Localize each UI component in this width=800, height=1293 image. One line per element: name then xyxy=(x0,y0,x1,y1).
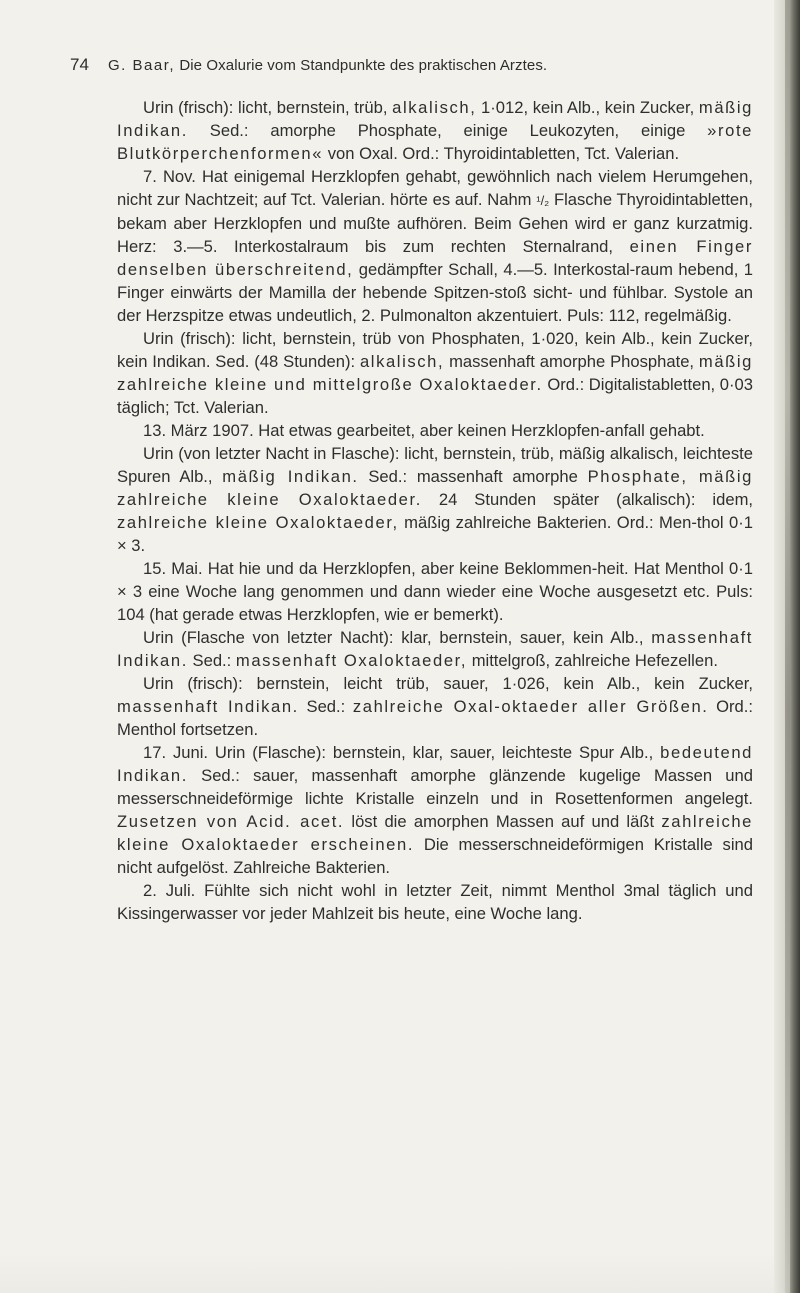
text-run: Urin (frisch): licht, bernstein, trüb von Phosphaten, 1·020, kein Alb., kein Zucker, kein Indikan. Sed. (48 Stunden): xyxy=(117,329,753,371)
paragraph xyxy=(117,879,753,925)
spaced-emphasis: massenhaft Oxaloktaeder, xyxy=(235,651,468,670)
text-run: Urin (von letzter Nacht in Flasche): licht, bernstein, trüb, mäßig alkalisch, leichteste Spuren Alb., xyxy=(117,444,753,486)
page-number: 74 xyxy=(70,55,89,74)
paragraph xyxy=(117,419,753,442)
text-run: löst die amorphen Massen auf und läßt xyxy=(344,812,662,831)
text-run: Urin (frisch): bernstein, leicht trüb, sauer, 1·026, kein Alb., kein Zucker, xyxy=(143,674,753,693)
text-run: Urin (frisch): licht, bernstein, trüb, xyxy=(143,98,393,117)
paragraph xyxy=(117,741,753,879)
paragraph xyxy=(117,96,753,165)
text-run: Sed.: xyxy=(298,697,353,716)
spaced-emphasis: Zusetzen von Acid. acet. xyxy=(117,812,345,831)
paragraph xyxy=(117,672,753,741)
spaced-emphasis: einen Finger denselben überschreitend, xyxy=(117,237,754,279)
fraction: ¹/₂ xyxy=(536,193,550,208)
text-run: Sed.: sauer, massenhaft amorphe glänzende kugelige Massen und messerschneideförmige lichte Kristalle einzeln und in Rosettenformen angelegt. xyxy=(117,766,753,808)
spaced-emphasis: Phosphate, mäßig zahlreiche kleine Oxaloktaeder. xyxy=(117,467,753,509)
spaced-emphasis: mäßig zahlreiche kleine und mittelgroße Oxaloktaeder. xyxy=(117,352,754,394)
spaced-emphasis: massenhaft Indikan. xyxy=(117,697,299,716)
text-run: 24 Stunden später (alkalisch): idem, xyxy=(421,490,754,509)
paragraph xyxy=(117,165,753,327)
text-run: Die messerschneideförmigen Kristalle sind nicht aufgelöst. Zahlreiche Bakterien. xyxy=(117,835,753,877)
text-run: 17. Juni. Urin (Flasche): bernstein, klar, sauer, leichteste Spur Alb., xyxy=(143,743,661,762)
spaced-emphasis: bedeutend Indikan. xyxy=(117,743,753,785)
text-run: gedämpfter Schall, 4.—5. Interkostal-raum hebend, 1 Finger einwärts der Mamilla der hebende Spitzen-stoß sicht- und fühlbar. Systole an der Herzspitze etwas undeutlich, 2. Pulmonalton akzentuiert. Puls: 112, regelmäßig. xyxy=(117,260,753,325)
text-run: 7. Nov. Hat einigemal Herzklopfen gehabt, gewöhnlich nach vielem Herumgehen, nicht zur Nachtzeit; auf Tct. Valerian. hörte es auf. Nahm xyxy=(117,167,753,209)
spaced-emphasis: zahlreiche Oxal-oktaeder aller Größen. xyxy=(352,697,709,716)
spaced-emphasis: alkalisch, xyxy=(359,352,445,371)
text-run: 2. Juli. Fühlte sich nicht wohl in letzter Zeit, nimmt Menthol 3mal täglich und Kissingerwasser vor jeder Mahlzeit bis heute, eine Woche lang. xyxy=(117,881,753,923)
page-shading xyxy=(0,1253,800,1293)
spaced-emphasis: »rote Blutkörperchenformen« xyxy=(117,121,753,163)
text-run: Urin (Flasche von letzter Nacht): klar, bernstein, sauer, kein Alb., xyxy=(143,628,652,647)
text-run: Ord.: Digitalistabletten, 0·03 täglich; Tct. Valerian. xyxy=(117,375,753,417)
running-title-author: G. Baar, xyxy=(108,57,176,74)
page-edge-shadow xyxy=(785,0,790,1293)
text-run: mäßig zahlreiche Bakterien. Ord.: Men-thol 0·1 × 3. xyxy=(117,513,753,555)
running-title-text: Die Oxalurie vom Standpunkte des praktischen Arztes. xyxy=(179,57,548,74)
spaced-emphasis: alkalisch, xyxy=(392,98,477,117)
text-run: massenhaft amorphe Phosphate, xyxy=(444,352,699,371)
text-run: Sed.: amorphe Phosphate, einige Leukozyten, einige xyxy=(187,121,708,140)
paragraph xyxy=(117,626,753,672)
spaced-emphasis: zahlreiche kleine Oxaloktaeder erscheinen. xyxy=(117,812,753,854)
spaced-emphasis: massenhaft Indikan. xyxy=(117,628,753,670)
body-text xyxy=(117,96,753,925)
paragraph xyxy=(117,327,753,419)
text-run: Sed.: massenhaft amorphe xyxy=(358,467,588,486)
text-run: Sed.: xyxy=(187,651,236,670)
paragraph xyxy=(117,442,753,557)
text-run: von Oxal. Ord.: Thyroidintabletten, Tct. Valerian. xyxy=(323,144,680,163)
text-run: 15. Mai. Hat hie und da Herzklopfen, aber keine Beklommen-heit. Hat Menthol 0·1 × 3 eine Woche lang genommen und dann wieder eine Woche ausgesetzt etc. Puls: 104 (hat gerade etwas Herzklopfen, wie er bemerkt). xyxy=(117,559,753,624)
spaced-emphasis: mäßig Indikan. xyxy=(117,98,754,140)
running-header xyxy=(70,55,770,79)
spaced-emphasis: mäßig Indikan. xyxy=(222,467,359,486)
paragraph xyxy=(117,557,753,626)
text-run: Ord.: Menthol fortsetzen. xyxy=(117,697,753,739)
text-run: Flasche Thyroidintabletten, bekam aber Herzklopfen und mußte aufhören. Beim Gehen wird er ganz kurzatmig. Herz: 3.—5. Interkostalraum bis zum rechten Sternalrand, xyxy=(117,190,753,256)
text-run: mittelgroß, zahlreiche Hefezellen. xyxy=(467,651,718,670)
spaced-emphasis: zahlreiche kleine Oxaloktaeder, xyxy=(117,513,399,532)
running-title xyxy=(108,57,547,74)
text-run: 1·012, kein Alb., kein Zucker, xyxy=(476,98,699,117)
text-run: 13. März 1907. Hat etwas gearbeitet, aber keinen Herzklopfen-anfall gehabt. xyxy=(143,421,705,440)
